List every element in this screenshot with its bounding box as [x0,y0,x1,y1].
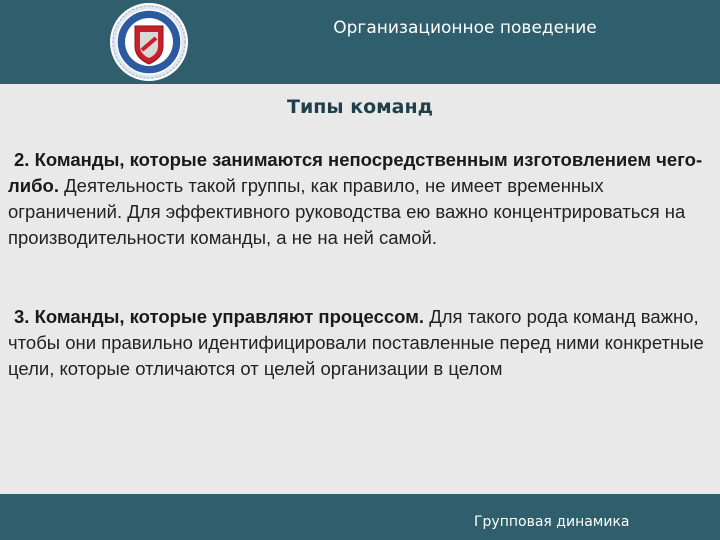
slide-title: Типы команд [287,96,433,118]
paragraph-text: Деятельность такой группы, как правило, не имеет временных ограничений. Для эффективного руководства ею важно концентрироваться на производительности команды, а не на ней самой. [8,175,686,248]
footer-bar [0,494,720,540]
paragraph-heading: 2. Команды, которые занимаются непосредственным изготовлением чего-либо. [8,149,703,196]
slide-content [0,84,720,494]
university-seal-icon [100,2,198,82]
paragraph-teams-production [8,147,712,251]
course-title: Организационное поведение [333,18,597,38]
paragraph-heading: 3. Команды, которые управляют процессом. [14,306,425,327]
footer-section-label: Групповая динамика [474,514,630,530]
paragraph-teams-process [8,304,712,382]
header-bar [0,0,720,84]
paragraph-text: Для такого рода команд важно, чтобы они правильно идентифицировали поставленные перед ними конкретные цели, которые отличаются от целей организации в целом [8,306,704,379]
